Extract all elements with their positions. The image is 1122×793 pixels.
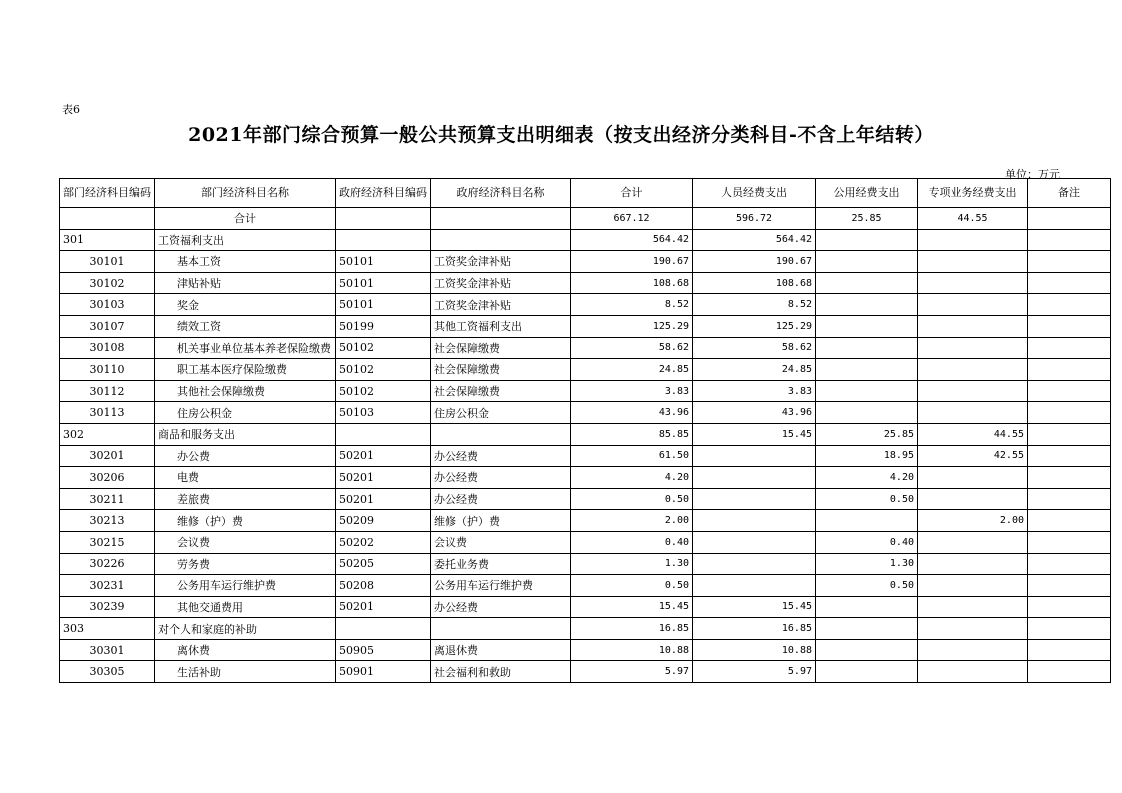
dept-code-cell: 30231 — [60, 575, 155, 597]
note-cell — [1028, 402, 1111, 424]
dept-name-cell: 生活补助 — [155, 661, 336, 683]
special-cell — [918, 661, 1028, 683]
gov-code-cell: 50201 — [336, 488, 431, 510]
note-cell — [1028, 639, 1111, 661]
header-cell: 公用经费支出 — [816, 179, 918, 208]
special-cell — [918, 402, 1028, 424]
personnel-cell: 43.96 — [693, 402, 816, 424]
special-cell — [918, 467, 1028, 489]
note-cell — [1028, 272, 1111, 294]
note-cell — [1028, 294, 1111, 316]
note-cell — [1028, 531, 1111, 553]
gov-code-cell: 50901 — [336, 661, 431, 683]
total-amount: 667.12 — [571, 208, 693, 230]
note-cell — [1028, 488, 1111, 510]
personnel-cell: 190.67 — [693, 251, 816, 273]
special-cell — [918, 337, 1028, 359]
public-cell — [816, 380, 918, 402]
note-cell — [1028, 315, 1111, 337]
table-row — [60, 380, 1111, 402]
gov-name-cell: 委托业务费 — [431, 553, 571, 575]
gov-code-cell: 50201 — [336, 596, 431, 618]
gov-name-cell: 其他工资福利支出 — [431, 315, 571, 337]
gov-name-cell: 社会保障缴费 — [431, 359, 571, 381]
note-cell — [1028, 229, 1111, 251]
dept-code-cell: 30101 — [60, 251, 155, 273]
personnel-cell: 10.88 — [693, 639, 816, 661]
gov-code-cell: 50102 — [336, 337, 431, 359]
table-row — [60, 510, 1111, 532]
personnel-cell: 16.85 — [693, 618, 816, 640]
total-cell: 108.68 — [571, 272, 693, 294]
cell-empty — [336, 208, 431, 230]
public-cell — [816, 359, 918, 381]
dept-code-cell: 30215 — [60, 531, 155, 553]
table-row — [60, 639, 1111, 661]
personnel-cell: 564.42 — [693, 229, 816, 251]
dept-name-cell: 维修（护）费 — [155, 510, 336, 532]
personnel-cell: 108.68 — [693, 272, 816, 294]
special-cell: 42.55 — [918, 445, 1028, 467]
total-cell: 2.00 — [571, 510, 693, 532]
note-cell — [1028, 251, 1111, 273]
note-cell — [1028, 618, 1111, 640]
dept-code-cell: 30110 — [60, 359, 155, 381]
personnel-cell — [693, 488, 816, 510]
note-cell — [1028, 380, 1111, 402]
dept-code-cell: 30201 — [60, 445, 155, 467]
dept-code-cell: 30226 — [60, 553, 155, 575]
total-cell: 85.85 — [571, 423, 693, 445]
special-cell — [918, 618, 1028, 640]
gov-code-cell: 50101 — [336, 294, 431, 316]
gov-code-cell — [336, 423, 431, 445]
gov-code-cell: 50101 — [336, 251, 431, 273]
special-cell — [918, 315, 1028, 337]
note-cell — [1028, 553, 1111, 575]
table-row — [60, 467, 1111, 489]
dept-code-cell: 30213 — [60, 510, 155, 532]
dept-name-cell: 机关事业单位基本养老保险缴费 — [155, 337, 336, 359]
public-cell — [816, 294, 918, 316]
header-cell: 部门经济科目名称 — [155, 179, 336, 208]
dept-name-cell: 离休费 — [155, 639, 336, 661]
dept-name-cell: 工资福利支出 — [155, 229, 336, 251]
dept-code-cell: 30206 — [60, 467, 155, 489]
gov-name-cell — [431, 618, 571, 640]
gov-name-cell: 社会福利和救助 — [431, 661, 571, 683]
dept-name-cell: 办公费 — [155, 445, 336, 467]
table-row — [60, 423, 1111, 445]
special-cell — [918, 488, 1028, 510]
total-cell: 16.85 — [571, 618, 693, 640]
special-cell — [918, 380, 1028, 402]
special-cell — [918, 575, 1028, 597]
total-cell: 125.29 — [571, 315, 693, 337]
gov-code-cell: 50201 — [336, 445, 431, 467]
dept-name-cell: 会议费 — [155, 531, 336, 553]
header-cell: 合计 — [571, 179, 693, 208]
dept-code-cell: 302 — [60, 423, 155, 445]
header-cell: 专项业务经费支出 — [918, 179, 1028, 208]
public-cell: 0.50 — [816, 575, 918, 597]
dept-name-cell: 商品和服务支出 — [155, 423, 336, 445]
gov-name-cell: 公务用车运行维护费 — [431, 575, 571, 597]
gov-name-cell: 工资奖金津补贴 — [431, 294, 571, 316]
total-cell: 5.97 — [571, 661, 693, 683]
public-cell — [816, 337, 918, 359]
total-cell: 0.50 — [571, 488, 693, 510]
total-cell: 0.40 — [571, 531, 693, 553]
public-cell: 0.40 — [816, 531, 918, 553]
note-cell — [1028, 575, 1111, 597]
gov-name-cell: 社会保障缴费 — [431, 380, 571, 402]
public-cell — [816, 618, 918, 640]
note-cell — [1028, 337, 1111, 359]
header-cell: 政府经济科目编码 — [336, 179, 431, 208]
table-row — [60, 618, 1111, 640]
table-row — [60, 272, 1111, 294]
dept-name-cell: 差旅费 — [155, 488, 336, 510]
unit-label: 单位：万元 — [1005, 168, 1060, 181]
table-row — [60, 359, 1111, 381]
personnel-cell — [693, 531, 816, 553]
table-row — [60, 596, 1111, 618]
gov-name-cell: 办公经费 — [431, 445, 571, 467]
gov-code-cell: 50208 — [336, 575, 431, 597]
dept-name-cell: 基本工资 — [155, 251, 336, 273]
header-cell: 政府经济科目名称 — [431, 179, 571, 208]
note-cell — [1028, 510, 1111, 532]
public-cell — [816, 402, 918, 424]
special-cell — [918, 251, 1028, 273]
special-cell — [918, 359, 1028, 381]
gov-code-cell: 50209 — [336, 510, 431, 532]
gov-code-cell: 50905 — [336, 639, 431, 661]
special-cell — [918, 553, 1028, 575]
dept-name-cell: 其他交通费用 — [155, 596, 336, 618]
table-number: 表6 — [62, 103, 80, 116]
dept-name-cell: 对个人和家庭的补助 — [155, 618, 336, 640]
public-cell: 25.85 — [816, 423, 918, 445]
public-cell: 18.95 — [816, 445, 918, 467]
total-cell: 58.62 — [571, 337, 693, 359]
gov-name-cell: 工资奖金津补贴 — [431, 251, 571, 273]
special-cell — [918, 294, 1028, 316]
total-public: 25.85 — [816, 208, 918, 230]
dept-name-cell: 职工基本医疗保险缴费 — [155, 359, 336, 381]
personnel-cell: 24.85 — [693, 359, 816, 381]
personnel-cell — [693, 510, 816, 532]
table-row — [60, 337, 1111, 359]
personnel-cell — [693, 553, 816, 575]
personnel-cell: 5.97 — [693, 661, 816, 683]
dept-code-cell: 30305 — [60, 661, 155, 683]
dept-code-cell: 303 — [60, 618, 155, 640]
gov-code-cell — [336, 229, 431, 251]
table-row — [60, 294, 1111, 316]
public-cell — [816, 661, 918, 683]
total-cell: 1.30 — [571, 553, 693, 575]
personnel-cell: 58.62 — [693, 337, 816, 359]
public-cell: 0.50 — [816, 488, 918, 510]
gov-code-cell: 50201 — [336, 467, 431, 489]
dept-code-cell: 30108 — [60, 337, 155, 359]
total-cell: 61.50 — [571, 445, 693, 467]
gov-name-cell: 办公经费 — [431, 467, 571, 489]
cell-empty — [60, 208, 155, 230]
dept-code-cell: 30102 — [60, 272, 155, 294]
note-cell — [1028, 445, 1111, 467]
gov-code-cell: 50101 — [336, 272, 431, 294]
public-cell: 1.30 — [816, 553, 918, 575]
special-cell — [918, 639, 1028, 661]
table-row — [60, 445, 1111, 467]
gov-code-cell: 50202 — [336, 531, 431, 553]
dept-name-cell: 住房公积金 — [155, 402, 336, 424]
table-row — [60, 315, 1111, 337]
table-row — [60, 229, 1111, 251]
public-cell — [816, 251, 918, 273]
dept-name-cell: 津贴补贴 — [155, 272, 336, 294]
special-cell: 2.00 — [918, 510, 1028, 532]
gov-name-cell: 办公经费 — [431, 596, 571, 618]
gov-code-cell: 50199 — [336, 315, 431, 337]
public-cell — [816, 315, 918, 337]
table-row — [60, 553, 1111, 575]
table-row — [60, 402, 1111, 424]
gov-code-cell — [336, 618, 431, 640]
cell-empty — [1028, 208, 1111, 230]
gov-name-cell: 维修（护）费 — [431, 510, 571, 532]
public-cell — [816, 596, 918, 618]
public-cell — [816, 272, 918, 294]
special-cell — [918, 272, 1028, 294]
dept-code-cell: 30107 — [60, 315, 155, 337]
gov-name-cell: 会议费 — [431, 531, 571, 553]
gov-code-cell: 50102 — [336, 380, 431, 402]
public-cell — [816, 510, 918, 532]
total-cell: 564.42 — [571, 229, 693, 251]
special-cell — [918, 229, 1028, 251]
header-cell: 备注 — [1028, 179, 1111, 208]
dept-code-cell: 30211 — [60, 488, 155, 510]
budget-table — [59, 178, 1111, 683]
dept-name-cell: 其他社会保障缴费 — [155, 380, 336, 402]
note-cell — [1028, 467, 1111, 489]
total-cell: 4.20 — [571, 467, 693, 489]
gov-name-cell — [431, 229, 571, 251]
dept-name-cell: 劳务费 — [155, 553, 336, 575]
dept-code-cell: 301 — [60, 229, 155, 251]
gov-name-cell: 社会保障缴费 — [431, 337, 571, 359]
dept-name-cell: 公务用车运行维护费 — [155, 575, 336, 597]
dept-code-cell: 30103 — [60, 294, 155, 316]
special-cell: 44.55 — [918, 423, 1028, 445]
total-cell: 8.52 — [571, 294, 693, 316]
total-cell: 24.85 — [571, 359, 693, 381]
total-cell: 0.50 — [571, 575, 693, 597]
personnel-cell: 3.83 — [693, 380, 816, 402]
public-cell — [816, 229, 918, 251]
personnel-cell: 15.45 — [693, 423, 816, 445]
header-cell: 人员经费支出 — [693, 179, 816, 208]
personnel-cell: 125.29 — [693, 315, 816, 337]
dept-name-cell: 绩效工资 — [155, 315, 336, 337]
gov-name-cell — [431, 423, 571, 445]
total-cell: 190.67 — [571, 251, 693, 273]
personnel-cell: 15.45 — [693, 596, 816, 618]
gov-name-cell: 办公经费 — [431, 488, 571, 510]
personnel-cell: 8.52 — [693, 294, 816, 316]
header-row — [60, 179, 1111, 208]
cell-empty — [431, 208, 571, 230]
special-cell — [918, 531, 1028, 553]
gov-code-cell: 50205 — [336, 553, 431, 575]
gov-name-cell: 住房公积金 — [431, 402, 571, 424]
table-row — [60, 488, 1111, 510]
dept-name-cell: 奖金 — [155, 294, 336, 316]
gov-name-cell: 工资奖金津补贴 — [431, 272, 571, 294]
header-cell: 部门经济科目编码 — [60, 179, 155, 208]
public-cell: 4.20 — [816, 467, 918, 489]
gov-code-cell: 50102 — [336, 359, 431, 381]
dept-code-cell: 30112 — [60, 380, 155, 402]
dept-name-cell: 电费 — [155, 467, 336, 489]
dept-code-cell: 30301 — [60, 639, 155, 661]
total-special: 44.55 — [918, 208, 1028, 230]
total-cell: 3.83 — [571, 380, 693, 402]
table-row — [60, 575, 1111, 597]
note-cell — [1028, 596, 1111, 618]
note-cell — [1028, 359, 1111, 381]
note-cell — [1028, 423, 1111, 445]
personnel-cell — [693, 467, 816, 489]
total-cell: 15.45 — [571, 596, 693, 618]
total-personnel: 596.72 — [693, 208, 816, 230]
personnel-cell — [693, 575, 816, 597]
total-label: 合计 — [155, 208, 336, 230]
table-row — [60, 661, 1111, 683]
total-row — [60, 208, 1111, 230]
special-cell — [918, 596, 1028, 618]
page-title: 2021年部门综合预算一般公共预算支出明细表（按支出经济分类科目-不含上年结转） — [188, 124, 934, 146]
table-row — [60, 531, 1111, 553]
table-row — [60, 251, 1111, 273]
dept-code-cell: 30113 — [60, 402, 155, 424]
gov-name-cell: 离退休费 — [431, 639, 571, 661]
personnel-cell — [693, 445, 816, 467]
total-cell: 43.96 — [571, 402, 693, 424]
total-cell: 10.88 — [571, 639, 693, 661]
public-cell — [816, 639, 918, 661]
gov-code-cell: 50103 — [336, 402, 431, 424]
note-cell — [1028, 661, 1111, 683]
dept-code-cell: 30239 — [60, 596, 155, 618]
